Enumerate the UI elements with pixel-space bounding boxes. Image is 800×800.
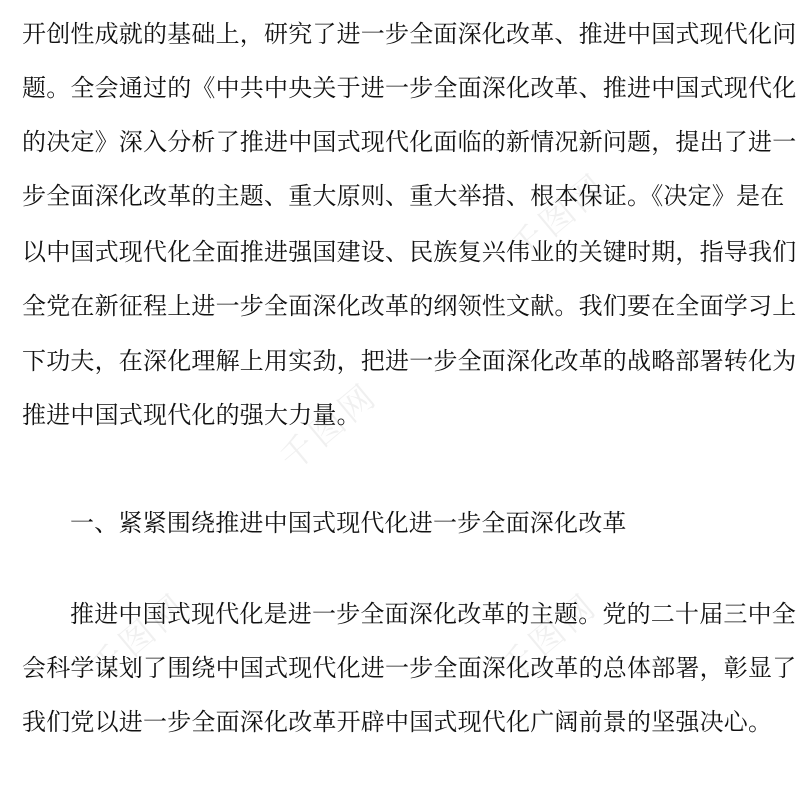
text-line: 下功夫，在深化理解上用实劲，把进一步全面深化改革的战略部署转化为 [22,347,797,375]
text-line: 全党在新征程上进一步全面深化改革的纲领性文献。我们要在全面学习上 [22,292,797,320]
text-line: 我们党以进一步全面深化改革开辟中国式现代化广阔前景的坚强决心。 [22,708,773,736]
text-line: 推进中国式现代化是进一步全面深化改革的主题。党的二十届三中全 [70,600,796,628]
text-line: 步全面深化改革的主题、重大原则、重大举措、根本保证。《决定》是在 [22,182,785,210]
text-line: 推进中国式现代化的强大力量。 [22,401,361,429]
text-line: 以中国式现代化全面推进强国建设、民族复兴伟业的关键时期，指导我们 [22,238,797,266]
section-heading: 一、紧紧围绕推进中国式现代化进一步全面深化改革 [70,509,627,537]
watermark: 千图网 [82,585,196,690]
watermark: 千图网 [272,375,386,480]
watermark: 千图网 [492,585,606,690]
text-line: 会科学谋划了围绕中国式现代化进一步全面深化改革的总体部署，彰显了 [22,654,797,682]
text-line: 开创性成就的基础上，研究了进一步全面深化改革、推进中国式现代化问 [22,20,797,48]
text-line: 的决定》深入分析了推进中国式现代化面临的新情况新问题，提出了进一 [22,128,797,156]
text-line: 题。全会通过的《中共中央关于进一步全面深化改革、推进中国式现代化 [22,74,797,102]
watermark: 千图网 [502,165,616,270]
